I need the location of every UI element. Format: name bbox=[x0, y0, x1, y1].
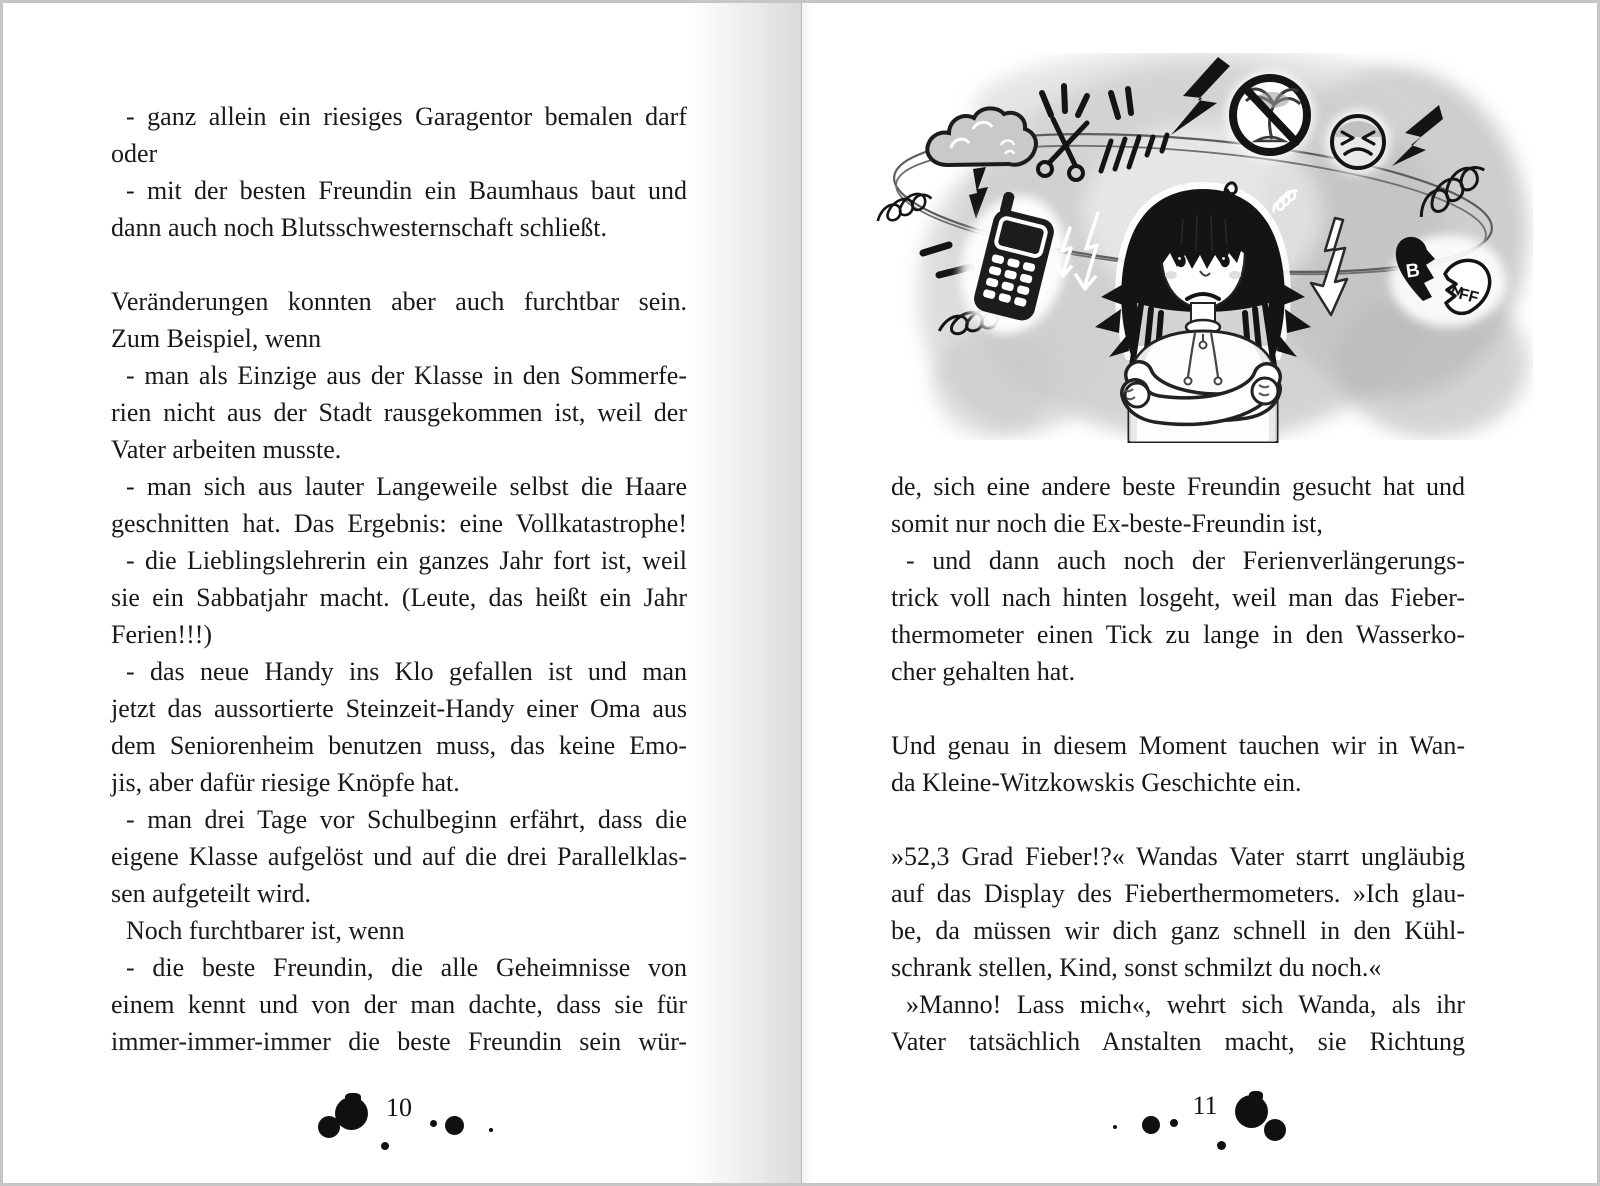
text-line: - man sich aus lauter Langeweile selbst die Haare bbox=[126, 472, 687, 501]
text-line: Und genau in diesem Moment tauchen wir in Wan- bbox=[891, 731, 1465, 760]
text-line: trick voll nach hinten losgeht, weil man das Fieber- bbox=[891, 583, 1465, 612]
text-line: - die beste Freundin, die alle Geheimnisse von bbox=[126, 953, 687, 982]
text-line: Ferien!!!) bbox=[111, 620, 213, 649]
text-line: Noch furchtbarer ist, wenn bbox=[126, 916, 405, 945]
text-line: cher gehalten hat. bbox=[891, 657, 1076, 686]
text-line: thermometer einen Tick zu lange in den Wasserko- bbox=[891, 620, 1465, 649]
ink-blot bbox=[1217, 1141, 1226, 1150]
broken-heart-icon bbox=[1390, 235, 1506, 327]
text-line: sie ein Sabbatjahr macht. (Leute, das heißt ein Jahr bbox=[111, 583, 687, 612]
ink-blot bbox=[445, 1116, 464, 1135]
text-line: Veränderungen konnten aber auch furchtbar sein. bbox=[111, 287, 687, 316]
blank-line bbox=[891, 801, 1465, 838]
ink-blot bbox=[1142, 1116, 1160, 1134]
text-line: »Manno! Lass mich«, wehrt sich Wanda, als ihr bbox=[906, 990, 1465, 1019]
text-line: jetzt das aussortierte Steinzeit-Handy einer Oma aus bbox=[111, 694, 687, 723]
text-line: Vater arbeiten musste. bbox=[111, 435, 342, 464]
right-page-text bbox=[891, 468, 1465, 1060]
ink-blot bbox=[430, 1120, 437, 1127]
text-line: Zum Beispiel, wenn bbox=[111, 324, 322, 353]
text-line: auf das Display des Fieberthermometers. »Ich glau- bbox=[891, 879, 1465, 908]
text-line: dem Seniorenheim benutzen muss, das keine Emo- bbox=[111, 731, 687, 760]
blank-line bbox=[891, 690, 1465, 727]
text-line: de, sich eine andere beste Freundin gesucht hat und bbox=[891, 472, 1465, 501]
text-line: jis, aber dafür riesige Knöpfe hat. bbox=[111, 768, 460, 797]
text-line: Vater tatsächlich Anstalten macht, sie Richtung bbox=[891, 1027, 1465, 1056]
no-vacation-icon bbox=[1226, 71, 1314, 159]
text-line: geschnitten hat. Das Ergebnis: eine Vollkatastrophe! bbox=[111, 509, 687, 538]
left-page-text bbox=[111, 98, 687, 1060]
ink-blot bbox=[1113, 1125, 1117, 1129]
text-line: - ganz allein ein riesiges Garagentor bemalen darf bbox=[126, 102, 687, 131]
text-line: dann auch noch Blutsschwesternschaft schließt. bbox=[111, 213, 608, 242]
broken-heart-left-letter: B bbox=[1404, 259, 1422, 283]
text-line: - mit der besten Freundin ein Baumhaus baut und bbox=[126, 176, 687, 205]
text-line: immer-immer-immer die beste Freundin sein wür- bbox=[111, 1027, 687, 1056]
illustration bbox=[873, 53, 1533, 443]
text-line: eigene Klasse aufgelöst und auf die drei Parallelklas- bbox=[111, 842, 687, 871]
page-number-right: 11 bbox=[1192, 1091, 1218, 1120]
ink-blot bbox=[318, 1116, 340, 1138]
ink-blot bbox=[345, 1093, 361, 1103]
ink-blot bbox=[381, 1142, 389, 1150]
page-gutter-highlight bbox=[802, 3, 812, 1186]
text-line: da Kleine-Witzkowskis Geschichte ein. bbox=[891, 768, 1302, 797]
text-line: einem kennt und von der man dachte, dass sie für bbox=[111, 990, 687, 1019]
text-line: - die Lieblingslehrerin ein ganzes Jahr fort ist, weil bbox=[126, 546, 687, 575]
text-line: »52,3 Grad Fieber!?« Wandas Vater starrt ungläubig bbox=[891, 842, 1465, 871]
cloud-icon bbox=[927, 108, 1036, 165]
angry-emoji-icon bbox=[1326, 110, 1390, 174]
text-line: somit nur noch die Ex-beste-Freundin ist, bbox=[891, 509, 1323, 538]
ink-blot bbox=[1264, 1119, 1286, 1141]
text-line: - man als Einzige aus der Klasse in den Sommerfe- bbox=[126, 361, 687, 390]
blank-line bbox=[111, 246, 687, 283]
text-line: oder bbox=[111, 139, 158, 168]
page-number-left: 10 bbox=[386, 1093, 412, 1122]
text-line: - und dann auch noch der Ferienverlängerungs- bbox=[906, 546, 1465, 575]
text-line: - das neue Handy ins Klo gefallen ist und man bbox=[126, 657, 687, 686]
text-line: - man drei Tage vor Schulbeginn erfährt, dass die bbox=[126, 805, 687, 834]
text-line: rien nicht aus der Stadt rausgekommen ist, weil der bbox=[111, 398, 687, 427]
ink-blot bbox=[489, 1128, 493, 1132]
ink-blot bbox=[1249, 1091, 1263, 1101]
text-line: be, da müssen wir dich ganz schnell in den Kühl- bbox=[891, 916, 1465, 945]
page-gutter-shadow bbox=[691, 3, 801, 1186]
text-line: sen aufgeteilt wird. bbox=[111, 879, 311, 908]
text-line: schrank stellen, Kind, sonst schmilzt du noch.« bbox=[891, 953, 1382, 982]
broken-heart-right-letters: FF bbox=[1457, 285, 1481, 308]
